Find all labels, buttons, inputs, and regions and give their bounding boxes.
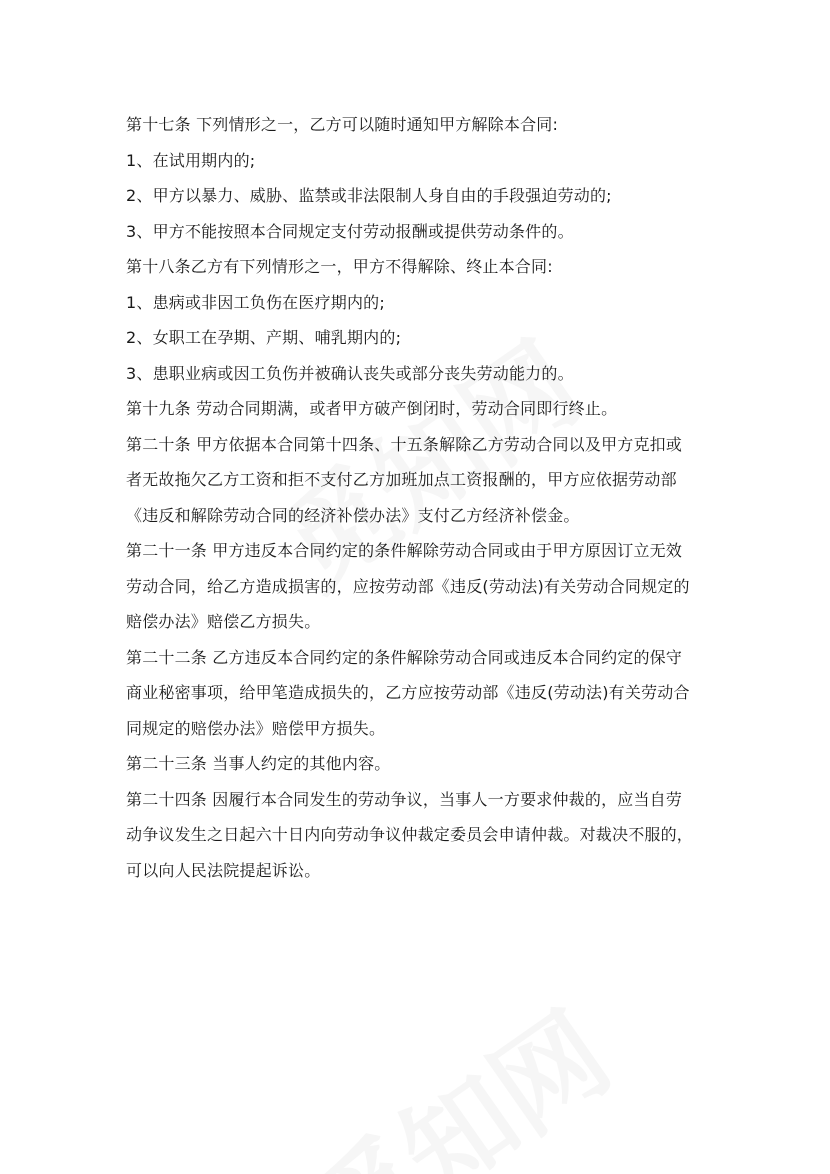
article-18-item-2: 2、女职工在孕期、产期、哺乳期内的; bbox=[126, 328, 402, 347]
article-20-line-3: 《违反和解除劳动合同的经济补偿办法》支付乙方经济补偿金。 bbox=[126, 505, 580, 525]
article-24-line-3: 可以向人民法院提起诉讼。 bbox=[126, 860, 321, 880]
article-21-line-3: 赔偿办法》赔偿乙方损失。 bbox=[126, 612, 321, 631]
article-19: 第十九条 劳动合同期满，或者甲方破产倒闭时，劳动合同即行终止。 bbox=[126, 399, 618, 418]
article-17-heading: 第十七条 下列情形之一，乙方可以随时通知甲方解除本合同: bbox=[126, 115, 559, 134]
article-23: 第二十三条 当事人约定的其他内容。 bbox=[126, 754, 391, 773]
article-24-line-1: 第二十四条 因履行本合同发生的劳动争议，当事人一方要求仲裁的，应当自劳 bbox=[126, 789, 683, 809]
article-18-heading: 第十八条乙方有下列情形之一，甲方不得解除、终止本合同: bbox=[126, 257, 553, 276]
article-17-item-3: 3、甲方不能按照本合同规定支付劳动报酬或提供劳动条件的。 bbox=[126, 221, 574, 241]
article-22-line-1: 第二十二条 乙方违反本合同约定的条件解除劳动合同或违反本合同约定的保守 bbox=[126, 647, 683, 667]
document-body bbox=[126, 107, 726, 888]
article-22-line-2: 商业秘密事项，给甲笔造成损失的，乙方应按劳动部《违反(劳动法)有关劳动合 bbox=[126, 683, 690, 702]
article-17-item-2: 2、甲方以暴力、威胁、监禁或非法限制人身自由的手段强迫劳动的; bbox=[126, 186, 612, 205]
article-18-item-3: 3、患职业病或因工负伤并被确认丧失或部分丧失劳动能力的。 bbox=[126, 363, 574, 383]
article-21-line-2: 劳动合同，给乙方造成损害的，应按劳动部《违反(劳动法)有关劳动合同规定的 bbox=[126, 576, 690, 596]
article-21-line-1: 第二十一条 甲方违反本合同约定的条件解除劳动合同或由于甲方原因订立无效 bbox=[126, 541, 683, 560]
article-20-line-2: 者无故拖欠乙方工资和拒不支付乙方加班加点工资报酬的，甲方应依据劳动部 bbox=[126, 470, 677, 489]
article-18-item-1: 1、患病或非因工负伤在医疗期内的; bbox=[126, 292, 385, 312]
article-22-line-3: 同规定的赔偿办法》赔偿甲方损失。 bbox=[126, 718, 386, 738]
article-20-line-1: 第二十条 甲方依据本合同第十四条、十五条解除乙方劳动合同以及甲方克扣或 bbox=[126, 434, 683, 454]
article-24-line-2: 动争议发生之日起六十日内向劳动争议仲裁定委员会申请仲裁。对裁决不服的， bbox=[126, 825, 694, 844]
article-17-item-1: 1、在试用期内的; bbox=[126, 150, 256, 170]
watermark bbox=[275, 970, 636, 1174]
